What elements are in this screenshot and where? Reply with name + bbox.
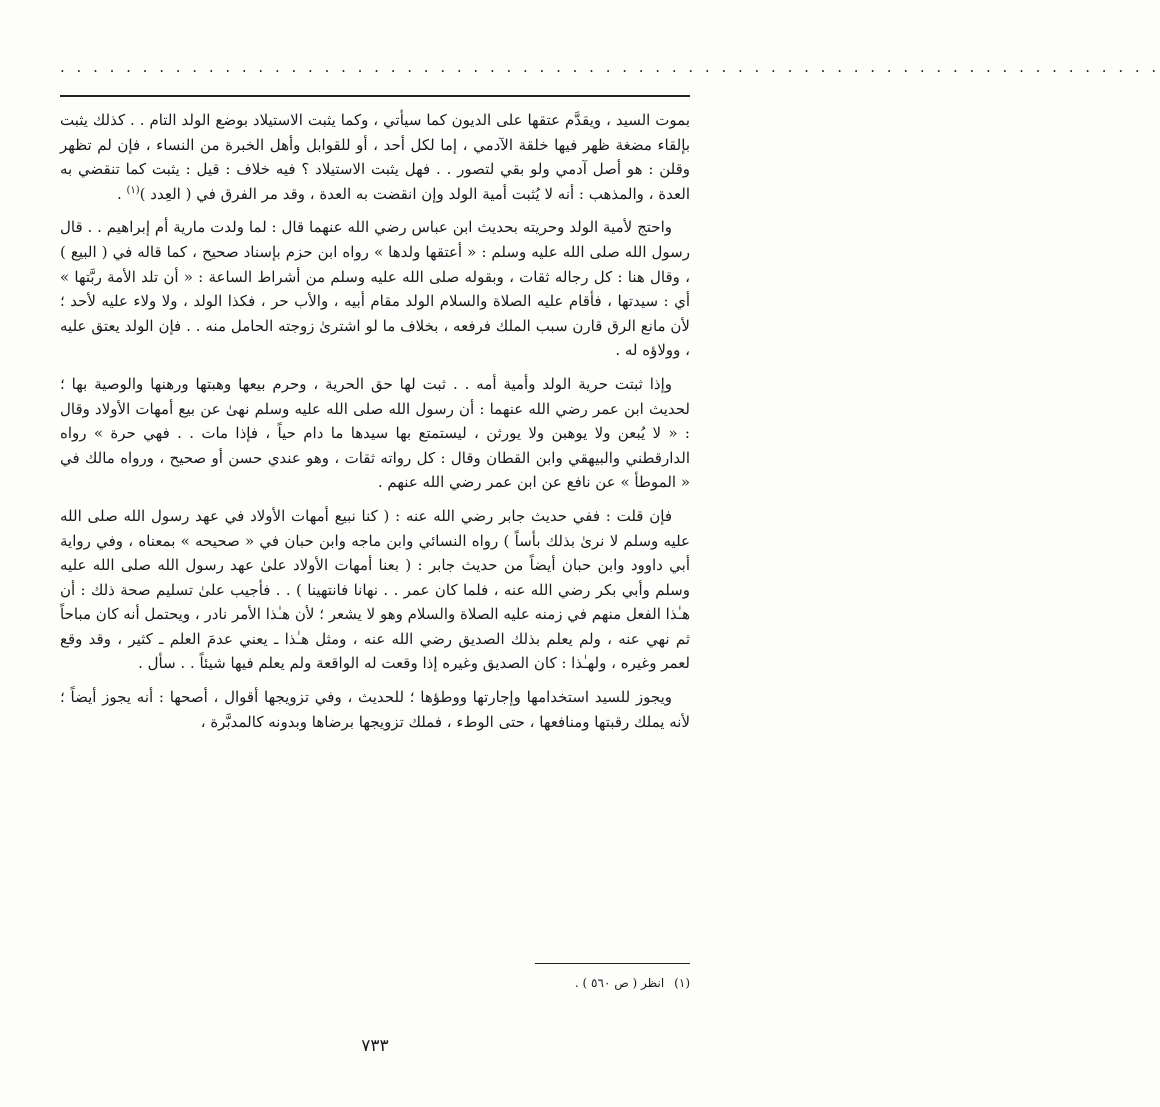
paragraph-2: واحتج لأمية الولد وحريته بحديث ابن عباس رضي الله عنهما قال : لما ولدت مارية أم إبراهيم . . قال رسول الله صلى الله عليه وسلم : « أعتقها ولدها » رواه ابن حزم بإسناد صحيح ، كما قاله في ( البيع ) ، وقال هنا : كل رجاله ثقات ، وبقوله صلى الله عليه وسلم من أشراط الساعة : « أن تلد الأمة ربَّتها » أي : سيدتها ، فأقام عليه الصلاة والسلام الولد مقام أبيه ، والأب حر ، فكذا الولد ، ولا ولاء عليه لأحد ؛ لأن مانع الرق قارن سبب الملك فرفعه ، بخلاف ما لو اشترىٰ زوجته الحامل منه . . فإن الولد يعتق عليه ، وولاؤه له . — [60, 218, 690, 360]
header-rule — [60, 95, 690, 97]
footnote-text: انظر ( ص ٥٦٠ ) . — [574, 976, 665, 990]
body-text — [60, 108, 690, 743]
footnote-reference[interactable]: (١) — [126, 184, 140, 196]
page-number: ٧٣٣ — [361, 1036, 389, 1056]
header-dotted-line: . . . . . . . . . . . . . . . . . . . . . . . . . . . . . . . . . . . . . . . . . . . . . . . . . . . . . . . . . . . . . . . . . . . — [60, 58, 1160, 76]
footnote — [60, 973, 690, 993]
paragraph-5: ويجوز للسيد استخدامها وإجارتها ووطؤها ؛ للحديث ، وفي تزويجها أقوال ، أصحها : أنه يجوز أيضاً ؛ لأنه يملك رقبتها ومنافعها ، حتى الوطء ، فملك تزويجها برضاها وبدونه كالمدبَّرة ، — [60, 688, 690, 731]
paragraph-3: وإذا ثبتت حرية الولد وأمية أمه . . ثبت لها حق الحرية ، وحرم بيعها وهبتها ورهنها والوصية بها ؛ لحديث ابن عمر رضي الله عنهما : أن رسول الله صلى الله عليه وسلم نهىٰ عن بيع أمهات الأولاد وقال : « لا يُبعن ولا يوهبن ولا يورثن ، ليستمتع بها سيدها ما دام حياً ، فإذا مات . . فهي حرة » رواه الدارقطني والبيهقي وابن القطان وقال : كل رواته ثقات ، وهو عندي حسن أو صحيح ، ورواه مالك في « الموطأ » عن نافع عن ابن عمر رضي الله عنهم . — [60, 374, 690, 492]
footnote-number: (١) — [674, 976, 690, 990]
paragraph-1-tail: . — [116, 184, 127, 203]
paragraph-1-text: بموت السيد ، ويقدَّم عتقها على الديون كما سيأتي ، وكما يثبت الاستيلاد بوضع الولد التام . . كذلك يثبت بإلقاء مضغة ظهر فيها خلقة الآدمي ، إما لكل أحد ، أو للقوابل وأهل الخبرة من النساء ، فإن لم تظهر وقلن : هو أصل آدمي ولو بقي لتصور . . فهل يثبت الاستيلاد ؟ فيه خلاف : قيل : يثبت كما تنقضي به العدة ، والمذهب : أنه لا يُثبت أمية الولد وإن انقضت به العدة ، وقد مر الفرق في ( العِدد ) — [60, 111, 690, 203]
footnote-separator — [535, 963, 690, 964]
paragraph-1 — [60, 108, 690, 206]
paragraph-4: فإن قلت : ففي حديث جابر رضي الله عنه : ( كنا نبيع أمهات الأولاد في عهد رسول الله صلى الله عليه وسلم لا نرىٰ بذلك بأساً ) رواه النسائي وابن ماجه وابن حبان في « صحيحه » بمعناه ، وفي رواية أبي داوود وابن حبان أيضاً من حديث جابر : ( بعنا أمهات الأولاد علىٰ عهد رسول الله صلى الله عليه وسلم وأبي بكر رضي الله عنه ، فلما كان عمر . . نهانا فانتهينا ) . . فأجيب علىٰ تسليم صحة ذلك : أن هـٰذا الفعل منهم في زمنه عليه الصلاة والسلام وهو لا يشعر ؛ لأن هـٰذا الأمر نادر ، ويحتمل أنه كان مباحاً ثم نهي عنه ، ولم يعلم بذلك الصديق رضي الله عنه ، ومثل هـٰذا ـ يعني عدمَ العلم ـ كثير ، وقد وقع لعمر وغيره ، ولهـٰذا : كان الصديق وغيره إذا وقعت له الواقعة ولم يعلم فيها شيئاً . . سأل . — [60, 506, 690, 673]
